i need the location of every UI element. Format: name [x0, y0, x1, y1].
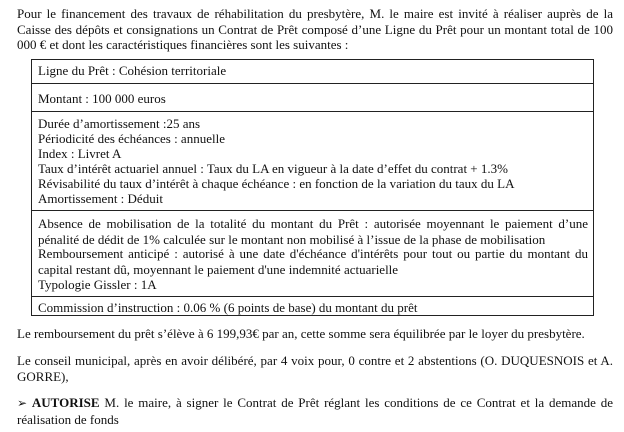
box-separator [32, 111, 593, 112]
authorise-text: M. le maire, à signer le Contrat de Prêt réglant les conditions de ce Contrat et la demande de réalisation de fonds [17, 395, 614, 427]
rate-revisability: Révisabilité du taux d’intérêt à chaque échéance : en fonction de la variation du taux du LA [38, 176, 515, 191]
amortization-type: Amortissement : Déduit [38, 191, 163, 206]
box-separator [32, 83, 593, 84]
box-separator [32, 296, 593, 297]
arrow-bullet-icon: ➢ [17, 396, 28, 410]
authorise-keyword: AUTORISE [31, 395, 100, 410]
amortization-duration: Durée d’amortissement :25 ans [38, 116, 201, 131]
box-separator [32, 210, 593, 211]
authorisation-paragraph [17, 395, 613, 427]
council-paragraph: Le conseil municipal, après en avoir délibéré, par 4 voix pour, 0 contre et 2 abstentions (O. DUQUESNOIS et A. GORRE), [17, 353, 613, 384]
loan-amount: Montant : 100 000 euros [38, 91, 166, 106]
early-repayment-clause: Remboursement anticipé : autorisé à une date d'échéance d'intérêts pour tout ou partie du montant du capital restant dû, moyennant le paiement d'une indemnité actuarielle [38, 246, 588, 277]
loan-characteristics-box [31, 59, 594, 316]
non-mobilisation-clause: Absence de mobilisation de la totalité du montant du Prêt : autorisée moyennant le paiement d’une pénalité de dédit de 1% calculée sur le montant non mobilisé à l’issue de la phase de mobilisation [38, 216, 588, 247]
instruction-fee: Commission d’instruction : 0.06 % (6 points de base) du montant du prêt [38, 300, 418, 315]
intro-paragraph: Pour le financement des travaux de réhabilitation du presbytère, M. le maire est invité à réaliser auprès de la Caisse des dépôts et consignations un Contrat de Prêt composé d’une Ligne du Prêt pour un montant total de 100 000 € et dont les caractéristiques financières sont les suivantes : [17, 6, 613, 52]
loan-line: Ligne du Prêt : Cohésion territoriale [38, 63, 227, 78]
payment-frequency: Périodicité des échéances : annuelle [38, 131, 225, 146]
gissler-typology: Typologie Gissler : 1A [38, 277, 157, 292]
loan-index: Index : Livret A [38, 146, 122, 161]
interest-rate: Taux d’intérêt actuariel annuel : Taux du LA en vigueur à la date d’effet du contrat + 1.3% [38, 161, 508, 176]
repayment-paragraph: Le remboursement du prêt s’élève à 6 199,93€ par an, cette somme sera équilibrée par le loyer du presbytère. [17, 326, 585, 341]
